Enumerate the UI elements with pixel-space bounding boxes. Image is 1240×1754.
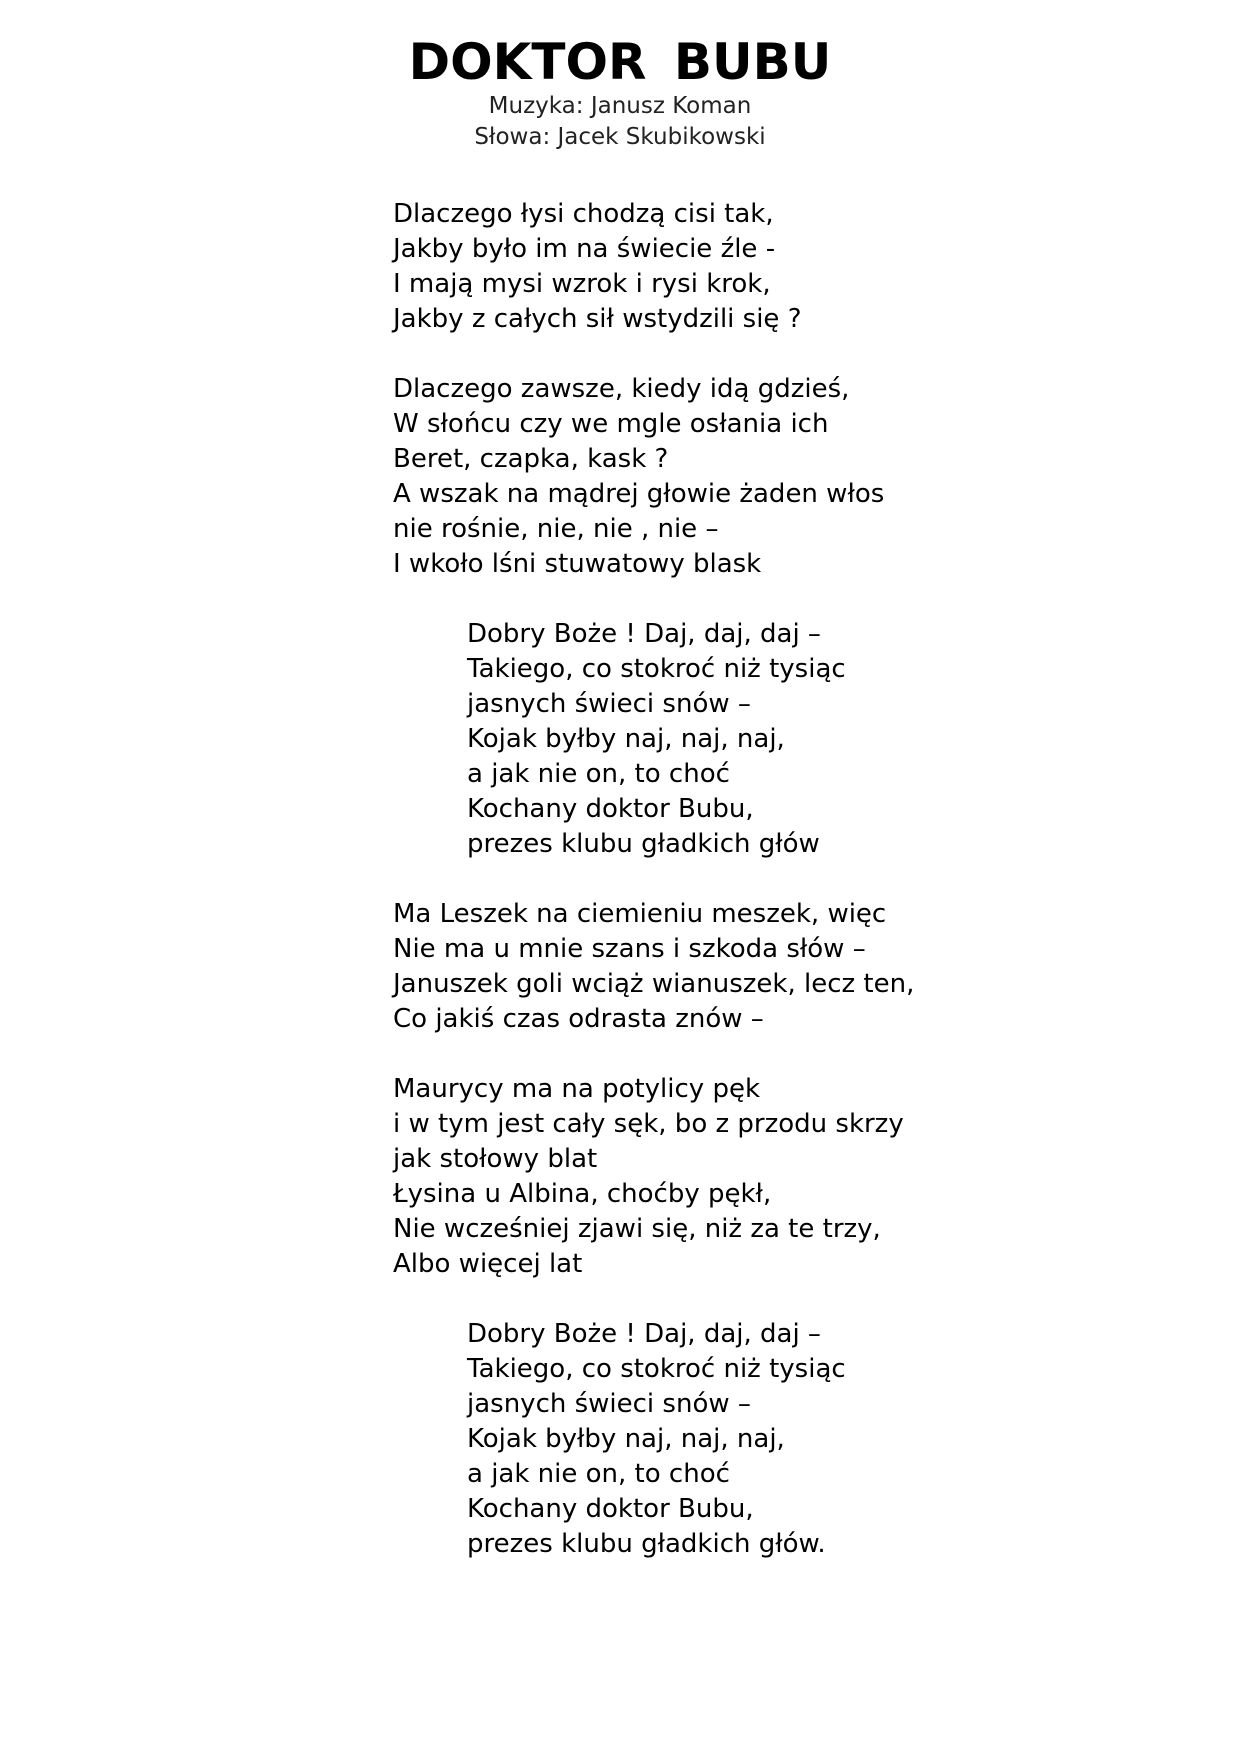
lyric-line: Albo więcej lat — [393, 1249, 583, 1279]
lyric-line: Dlaczego łysi chodzą cisi tak, — [393, 199, 774, 229]
lyric-line: Kochany doktor Bubu, — [467, 1494, 754, 1524]
lyric-line: prezes klubu gładkich głów — [467, 829, 820, 859]
lyric-line: Nie wcześniej zjawi się, niż za te trzy, — [393, 1214, 881, 1244]
chorus-stanza — [393, 617, 1193, 862]
lyric-line: Jakby było im na świecie źle - — [393, 234, 776, 264]
lyric-line: nie rośnie, nie, nie , nie – — [393, 514, 719, 544]
lyric-line: Jakby z całych sił wstydzili się ? — [393, 304, 802, 334]
lyric-line: Kojak byłby naj, naj, naj, — [467, 724, 785, 754]
verse-stanza — [393, 197, 1193, 337]
verse-stanza — [393, 897, 1193, 1037]
song-title: DOKTOR BUBU — [408, 33, 832, 91]
lyric-line: Takiego, co stokroć niż tysiąc — [467, 654, 846, 684]
lyric-line: A wszak na mądrej głowie żaden włos — [393, 479, 885, 509]
lyric-line: jasnych świeci snów – — [467, 1389, 751, 1419]
lyric-line: Kojak byłby naj, naj, naj, — [467, 1424, 785, 1454]
verse-stanza — [393, 372, 1193, 582]
lyric-line: I wkoło lśni stuwatowy blask — [393, 549, 762, 579]
lyric-line: prezes klubu gładkich głów. — [467, 1529, 826, 1559]
lyric-line: Dlaczego zawsze, kiedy idą gdzieś, — [393, 374, 850, 404]
lyric-line: a jak nie on, to choć — [467, 1459, 730, 1489]
lyric-line: Co jakiś czas odrasta znów – — [393, 1004, 764, 1034]
lyric-line: Dobry Boże ! Daj, daj, daj – — [467, 1319, 821, 1349]
lyrics-credit: Słowa: Jacek Skubikowski — [474, 124, 766, 150]
verse-stanza — [393, 1072, 1193, 1282]
lyric-line: Dobry Boże ! Daj, daj, daj – — [467, 619, 821, 649]
lyrics-body — [393, 197, 1193, 1597]
lyric-line: Takiego, co stokroć niż tysiąc — [467, 1354, 846, 1384]
lyric-line: Łysina u Albina, choćby pękł, — [393, 1179, 772, 1209]
chorus-stanza — [393, 1317, 1193, 1562]
lyric-line: Ma Leszek na ciemieniu meszek, więc — [393, 899, 887, 929]
lyric-line: Maurycy ma na potylicy pęk — [393, 1074, 761, 1104]
lyric-line: i w tym jest cały sęk, bo z przodu skrzy — [393, 1109, 904, 1139]
music-credit: Muzyka: Janusz Koman — [488, 93, 752, 119]
lyric-line: a jak nie on, to choć — [467, 759, 730, 789]
lyric-line: W słońcu czy we mgle osłania ich — [393, 409, 829, 439]
lyric-line: jasnych świeci snów – — [467, 689, 751, 719]
lyric-line: Januszek goli wciąż wianuszek, lecz ten, — [393, 969, 915, 999]
lyric-line: Nie ma u mnie szans i szkoda słów – — [393, 934, 866, 964]
lyric-line: I mają mysi wzrok i rysi krok, — [393, 269, 771, 299]
lyric-line: Beret, czapka, kask ? — [393, 444, 669, 474]
lyric-line: Kochany doktor Bubu, — [467, 794, 754, 824]
lyric-line: jak stołowy blat — [393, 1144, 598, 1174]
